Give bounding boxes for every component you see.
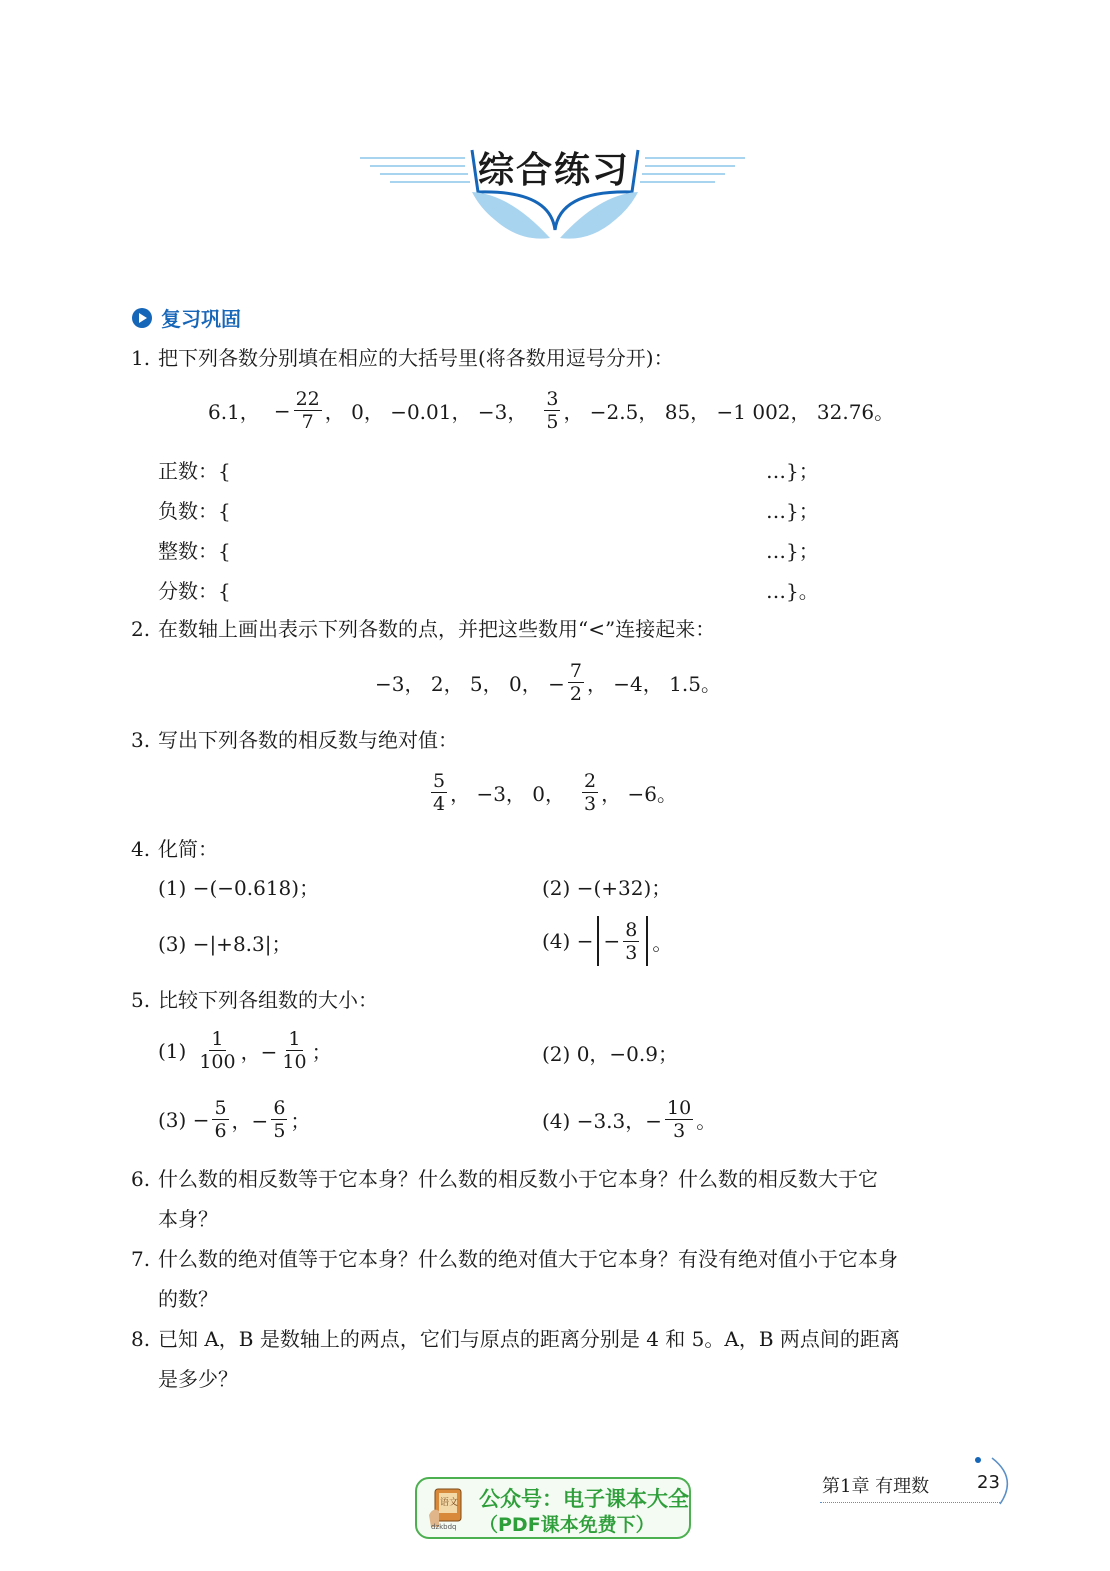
q4-part3: (3) −|+8.3|； bbox=[158, 932, 292, 956]
q3-end: ， −6。 bbox=[601, 782, 677, 806]
fraction: $\frac{2}{3}$ bbox=[584, 770, 597, 815]
fraction: $\frac{3}{5}$ bbox=[546, 388, 559, 433]
q7-number: 7. bbox=[131, 1247, 151, 1271]
q1-number: 1. bbox=[131, 346, 151, 370]
q5-part3: (3) − $\frac{5}{6}$ ，− $\frac{6}{5}$ ； bbox=[158, 1097, 311, 1142]
q5-number: 5. bbox=[131, 988, 151, 1012]
q1-text: 把下列各数分别填在相应的大括号里(将各数用逗号分开)： bbox=[158, 346, 674, 370]
q1-item: − bbox=[273, 398, 291, 423]
q5-part4: (4) −3.3，− $\frac{10}{3}$ 。 bbox=[542, 1097, 717, 1142]
footer-chapter: 第1章 有理数 bbox=[822, 1476, 930, 1497]
abs-bar-right bbox=[646, 916, 648, 966]
set-positive-label: 正数：{ bbox=[158, 459, 231, 483]
watermark-logo-top: 语文 bbox=[440, 1498, 459, 1508]
page-number: 23 bbox=[977, 1472, 1000, 1493]
q8-line1: 已知 A，B 是数轴上的两点，它们与原点的距离分别是 4 和 5。A，B 两点间的距离 bbox=[158, 1327, 900, 1351]
watermark-line2: （PDF课本免费下） bbox=[479, 1514, 655, 1536]
set-integer-end: …}； bbox=[766, 539, 819, 563]
q4-part4: (4) − − $\frac{8}{3}$ 。 bbox=[542, 916, 672, 966]
section-header bbox=[131, 303, 241, 332]
q6-line1: 什么数的相反数等于它本身？什么数的相反数小于它本身？什么数的相反数大于它 bbox=[158, 1167, 878, 1191]
q2-numbers bbox=[375, 660, 721, 705]
q2-items-a: −3， 2， 5， 0， − bbox=[375, 672, 565, 696]
fraction: $\frac{8}{3}$ bbox=[625, 918, 638, 964]
page-title: 综合练习 bbox=[478, 149, 631, 191]
set-fraction-end: …}。 bbox=[766, 579, 819, 603]
q2-number: 2. bbox=[131, 617, 151, 641]
q5-part1: (1) $\frac{1}{100}$ ，− $\frac{1}{10}$ ； bbox=[158, 1028, 332, 1073]
q6-line2: 本身？ bbox=[158, 1207, 218, 1231]
set-integer-label: 整数：{ bbox=[158, 539, 231, 563]
fraction: $\frac{7}{2}$ bbox=[569, 660, 582, 705]
q5-part2: (2) 0，−0.9； bbox=[542, 1042, 678, 1066]
fraction: $\frac{1}{10}$ bbox=[282, 1028, 307, 1073]
q3-mid: ， −3， 0， bbox=[450, 782, 566, 806]
q2-items-b: ， −4， 1.5。 bbox=[586, 672, 721, 696]
set-positive-end: …}； bbox=[766, 459, 819, 483]
q4-part2: (2) −(+32)； bbox=[542, 876, 672, 900]
q4-number: 4. bbox=[131, 837, 151, 861]
q3-number: 3. bbox=[131, 728, 151, 752]
fraction: $\frac{5}{4}$ bbox=[433, 770, 446, 815]
watermark-logo-bottom: dzkbdq bbox=[431, 1523, 457, 1531]
q3-text: 写出下列各数的相反数与绝对值： bbox=[158, 728, 458, 752]
q7-line2: 的数？ bbox=[158, 1287, 218, 1311]
q3-numbers bbox=[428, 770, 677, 815]
fraction: $\frac{10}{3}$ bbox=[667, 1097, 692, 1142]
q2-text: 在数轴上画出表示下列各数的点，并把这些数用“<”连接起来： bbox=[158, 617, 716, 641]
fraction: $\frac{5}{6}$ bbox=[214, 1097, 227, 1142]
watermark-line1: 公众号：电子课本大全 bbox=[479, 1487, 689, 1511]
watermark-logo bbox=[427, 1485, 469, 1531]
q8-line2: 是多少？ bbox=[158, 1367, 238, 1391]
fraction: $\frac{6}{5}$ bbox=[273, 1097, 286, 1142]
abs-bar-left bbox=[597, 916, 599, 966]
section-label: 复习巩固 bbox=[161, 307, 241, 331]
set-negative-label: 负数：{ bbox=[158, 499, 231, 523]
q6-number: 6. bbox=[131, 1167, 151, 1191]
watermark-banner bbox=[415, 1477, 691, 1539]
q1-numbers bbox=[208, 388, 894, 433]
set-negative-end: …}； bbox=[766, 499, 819, 523]
fraction: $\frac{1}{100}$ bbox=[199, 1028, 236, 1073]
q4-text: 化简： bbox=[158, 837, 218, 861]
set-fraction-label: 分数：{ bbox=[158, 579, 231, 603]
q1-item: 6.1， bbox=[208, 400, 260, 424]
fraction: $\frac{22}{7}$ bbox=[295, 388, 320, 433]
q1-item: ， −2.5， 85， −1 002， 32.76。 bbox=[563, 400, 895, 424]
q1-item: ， 0， −0.01， −3， bbox=[324, 400, 528, 424]
q8-number: 8. bbox=[131, 1327, 151, 1351]
q7-line1: 什么数的绝对值等于它本身？什么数的绝对值大于它本身？有没有绝对值小于它本身 bbox=[158, 1247, 898, 1271]
footer-arc-icon bbox=[970, 1452, 1020, 1508]
play-circle-icon bbox=[131, 307, 153, 329]
q5-text: 比较下列各组数的大小： bbox=[158, 988, 378, 1012]
q4-part1: (1) −(−0.618)； bbox=[158, 876, 320, 900]
